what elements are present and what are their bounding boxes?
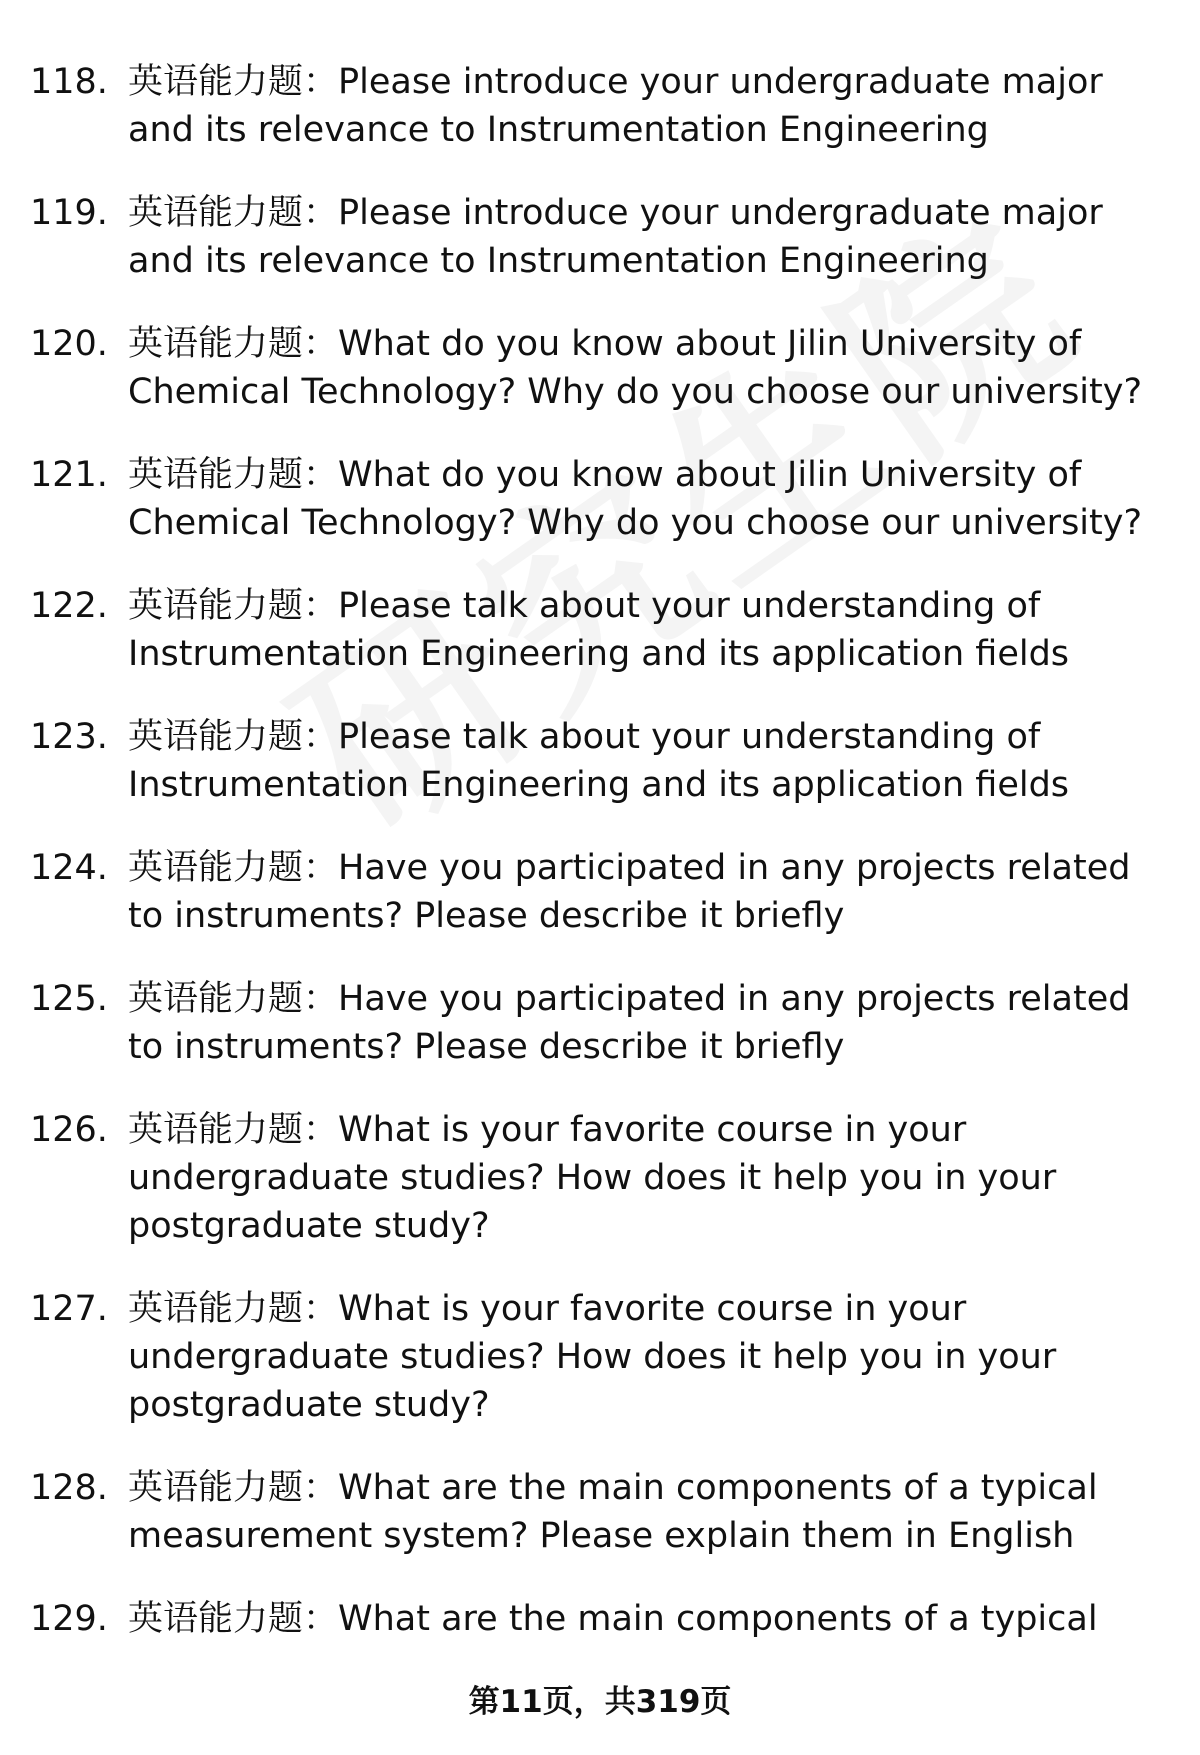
question-tag: 英语能力题： (128, 193, 339, 233)
question-number: 128. (30, 1468, 108, 1508)
question-number: 122. (30, 586, 108, 626)
question-list (0, 58, 1200, 1678)
question-number: 127. (30, 1289, 108, 1329)
question-item (0, 1285, 1200, 1429)
question-text: Have you participated in any projects related to instruments? Please describe it briefly (128, 848, 1131, 936)
question-text: Please introduce your undergraduate major and its relevance to Instrumentation Engineering (128, 62, 1103, 150)
question-item (0, 582, 1200, 678)
question-item (0, 1464, 1200, 1560)
question-text: What is your favorite course in your undergraduate studies? How does it help you in your postgraduate study? (128, 1110, 1057, 1246)
question-tag: 英语能力题： (128, 1599, 339, 1639)
question-item (0, 189, 1200, 285)
question-item (0, 844, 1200, 940)
question-text: What are the main components of a typical measurement system? Please explain them in English (128, 1468, 1098, 1556)
question-tag: 英语能力题： (128, 1110, 339, 1150)
question-number: 126. (30, 1110, 108, 1150)
question-number: 123. (30, 717, 108, 757)
question-tag: 英语能力题： (128, 979, 339, 1019)
question-item (0, 1106, 1200, 1250)
question-tag: 英语能力题： (128, 848, 339, 888)
question-number: 124. (30, 848, 108, 888)
question-tag: 英语能力题： (128, 717, 339, 757)
page-footer: 第11页，共319页 (468, 1684, 732, 1720)
question-text: What is your favorite course in your undergraduate studies? How does it help you in your postgraduate study? (128, 1289, 1057, 1425)
question-item (0, 975, 1200, 1071)
question-item (0, 1595, 1200, 1643)
question-number: 118. (30, 62, 108, 102)
question-number: 125. (30, 979, 108, 1019)
question-tag: 英语能力题： (128, 1289, 339, 1329)
question-item (0, 713, 1200, 809)
question-text: What do you know about Jilin University of Chemical Technology? Why do you choose our university? (128, 324, 1143, 412)
question-text: Have you participated in any projects related to instruments? Please describe it briefly (128, 979, 1131, 1067)
question-item (0, 58, 1200, 154)
question-item (0, 320, 1200, 416)
question-text: Please talk about your understanding of Instrumentation Engineering and its application fields (128, 586, 1070, 674)
question-tag: 英语能力题： (128, 586, 339, 626)
question-text: Please introduce your undergraduate major and its relevance to Instrumentation Engineering (128, 193, 1103, 281)
question-number: 120. (30, 324, 108, 364)
question-item (0, 451, 1200, 547)
question-number: 119. (30, 193, 108, 233)
question-tag: 英语能力题： (128, 455, 339, 495)
question-text: Please talk about your understanding of Instrumentation Engineering and its application fields (128, 717, 1070, 805)
question-number: 129. (30, 1599, 108, 1639)
question-text: What do you know about Jilin University of Chemical Technology? Why do you choose our university? (128, 455, 1143, 543)
question-tag: 英语能力题： (128, 1468, 339, 1508)
question-number: 121. (30, 455, 108, 495)
question-text: What are the main components of a typical (338, 1599, 1098, 1639)
question-tag: 英语能力题： (128, 324, 339, 364)
question-tag: 英语能力题： (128, 62, 339, 102)
